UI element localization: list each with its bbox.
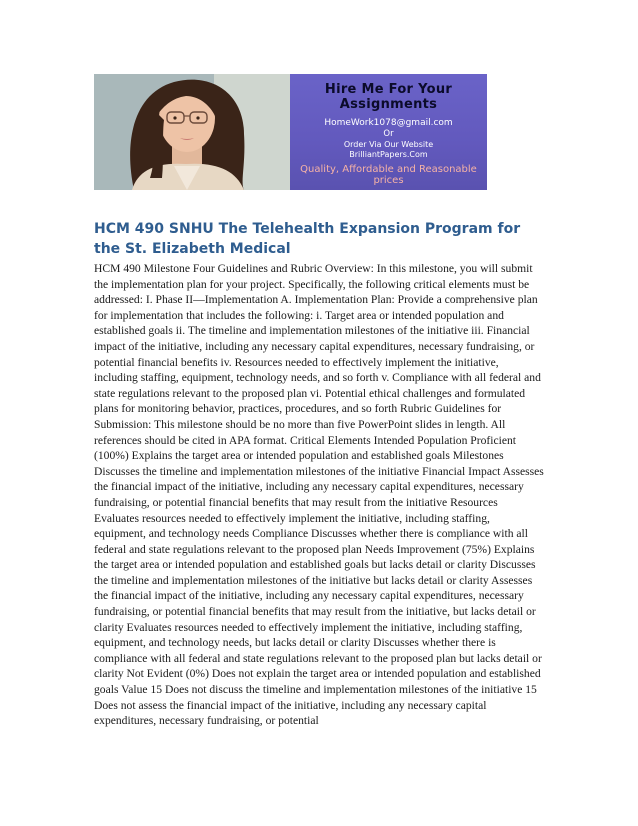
ad-tagline: Quality, Affordable and Reasonable prices bbox=[300, 164, 477, 186]
woman-portrait-image bbox=[94, 74, 290, 190]
ad-order-text: Order Via Our Website bbox=[343, 140, 434, 149]
document-body-text: HCM 490 Milestone Four Guidelines and Rubric Overview: In this milestone, you will submit the implementation plan for your project. Specifically, the following critical elements must be addressed: I. Phase II—Implementation A. Implementation Plan: Provide a comprehensive plan for implementation that includes the following: i. Target area or intended population and established goals ii. The timeline and implementation milestones of the initiative iii. Financial impact of the initiative, including any necessary capital expenditures, necessary fundraising, or potential financial benefits iv. Resources needed to effectively implement the initiative, including staffing, equipment, technology needs, and so forth v. Compliance with all federal and state regulations relevant to the proposed plan vi. Potential ethical challenges and formulated plans for monitoring behavior, practices, procedures, and so forth Rubric Guidelines for Submission: This milestone should be no more than five PowerPoint slides in length. All references should be cited in APA format. Critical Elements Intended Population Proficient (100%) Explains the target area or intended population and established goals Milestones Discusses the timeline and implementation milestones of the initiative Financial Impact Assesses the financial impact of the initiative, including any necessary capital expenditures, necessary fundraising, or potential financial benefits that may result from the initiative Resources Evaluates resources needed to effectively implement the initiative, including staffing, equipment, and technology needs Compliance Discusses whether there is compliance with all federal and state regulations relevant to the proposed plan Needs Improvement (75%) Explains the target area or intended population and established goals but lacks detail or clarity Discusses the timeline and implementation milestones of the initiative but lacks detail or clarity Assesses the financial impact of the initiative, including any necessary capital expenditures, necessary fundraising, or potential financial benefits that may result from the initiative, but lacks detail or clarity Evaluates resources needed to effectively implement the initiative, including staffing, equipment, and technology needs, but lacks detail or clarity Discusses whether there is compliance with all federal and state regulations relevant to the proposed plan but lacks detail or clarity Not Evident (0%) Does not explain the target area or intended population and established goals Value 15 Does not discuss the timeline and implementation milestones of the initiative 15 Does not assess the financial impact of the initiative, including any necessary capital expenditures, necessary fundraising, or potential bbox=[94, 262, 544, 728]
ad-email-link[interactable]: HomeWork1078@gmail.com bbox=[324, 118, 453, 128]
ad-or-text: Or bbox=[383, 129, 394, 139]
ad-website-link[interactable]: BrilliantPapers.Com bbox=[349, 150, 428, 159]
advertisement-panel bbox=[290, 74, 487, 190]
advertisement-banner[interactable] bbox=[94, 74, 487, 190]
ad-headline: Hire Me For Your Assignments bbox=[324, 82, 453, 112]
portrait-illustration bbox=[94, 74, 290, 190]
document-title: HCM 490 SNHU The Telehealth Expansion Program for the St. Elizabeth Medical bbox=[94, 221, 521, 257]
